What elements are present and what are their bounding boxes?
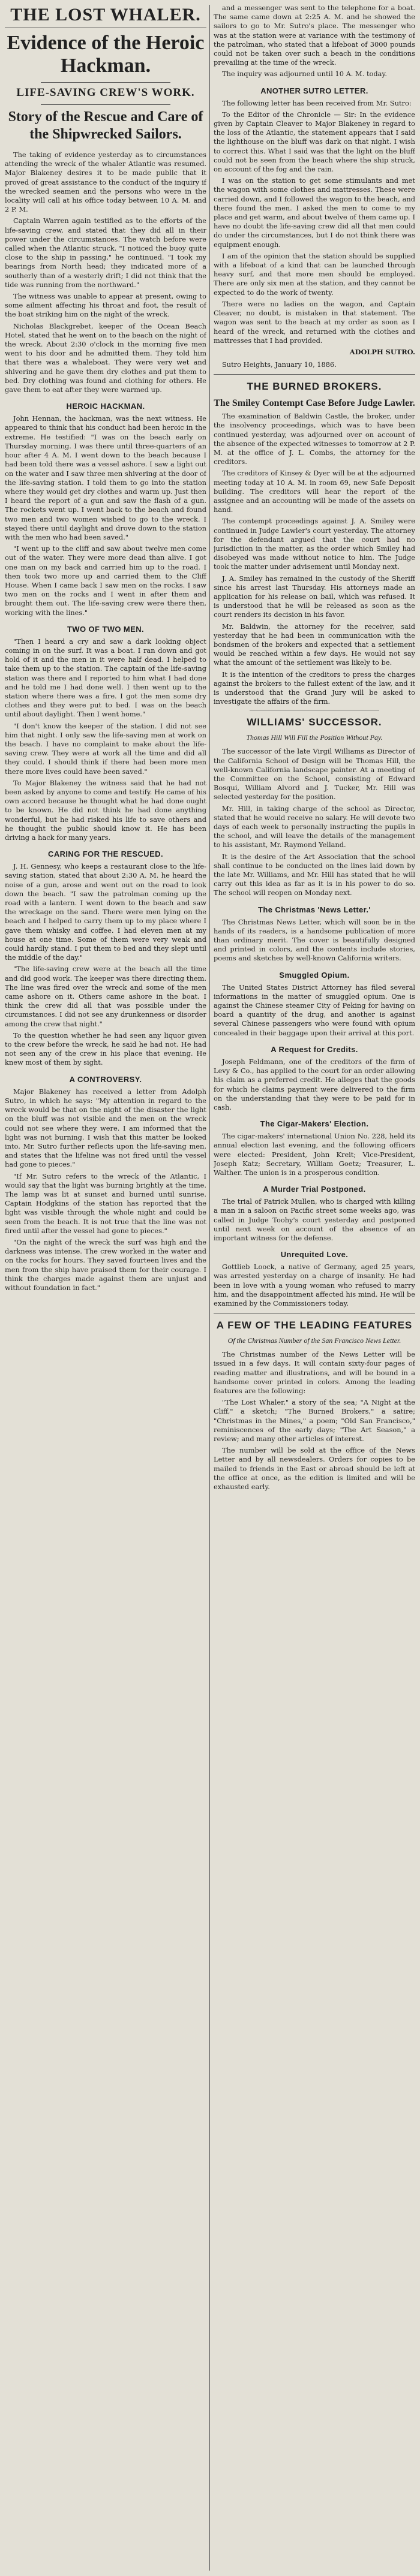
story-head: The Smiley Contempt Case Before Judge Lawler. [214, 398, 415, 409]
paragraph: The number will be sold at the office of the News Letter and by all newsdealers. Orders for copies to be mailed to friends in the East or abroad should be left at the office at once, as the edition is limited and will be exhausted early. [214, 1446, 415, 1491]
section-heading: The Cigar-Makers' Election. [260, 1119, 369, 1129]
paragraph: Nicholas Blackgrebet, keeper of the Ocean Beach Hotel, stated that he went on to the beach on the night of the wreck. About 2:30 o'clock in the morning five men went to his door and he admitted them. They told him that there was a whaleboat. They were very wet and shivering and he gave them dry clothes and put them to bed. Dry clothing was found and clothing for others. He gave them to eat after they were warmed up. [5, 321, 206, 394]
deck: Thomas Hill Will Fill the Position Without Pay. [246, 733, 383, 742]
signature: ADOLPH SUTRO. [349, 347, 415, 356]
paragraph: The creditors of Kinsey & Dyer will be at the adjourned meeting today at 10 A. M. in room 69, new Safe Deposit building. The creditors will hear the report of the assignee and an accounting will be made of the assets on hand. [214, 469, 415, 514]
section-heading: HEROIC HACKMAN. [66, 402, 145, 411]
dateline: Sutro Heights, January 10, 1886. [222, 360, 337, 369]
right-column [214, 4, 415, 2572]
paragraph: To the question whether he had seen any liquor given to the crew before the wreck, he said he had not. He had not seen any of the crew in his place that evening. He knew most of them by sight. [5, 1031, 206, 1067]
paragraph: To Major Blakeney the witness said that he had not been asked by anyone to come and testify. He came of his own accord because he thought what he had done ought to be known. He did not think he had done anything wonderful, but he had risked his life to save others and he thought the public should know it. He has been driving a hack for many years. [5, 778, 206, 842]
paragraph: The United States District Attorney has filed several informations in the matter of smuggled opium. One is against the Chinese steamer City of Peking for having on board a quantity of the drug, and another is against several Chinese passengers who were found with opium concealed in their baggage upon their arrival at this port. [214, 983, 415, 1037]
paragraph: Joseph Feldmann, one of the creditors of the firm of Levy & Co., has applied to the court for an order allowing his claim as a preferred credit. He alleges that the goods for which he claims payment were delivered to the firm on the understanding that they were to be paid for in cash. [214, 1057, 415, 1111]
paragraph: and a messenger was sent to the telephone for a boat. The same came down at 2:25 A. M. and he showed the sailors to go to Mr. Sutro's place. The messenger who was at the station were at variance with the testimony of the patrolman, who stated that a lifeboat of 3000 pounds could not be taken over such a beach in the conditions prevailing at the time of the wreck. [214, 4, 415, 67]
paragraph: "I went up to the cliff and saw about twelve men come out of the water. They were more dead than alive. I got one man on my back and carried him up to the road. I then took two more up and carried them to the Cliff House. When I came back I saw men on the rocks. I saw two men on the rocks and I went in after them and brought them out. The life-saving crew were there then, working with the lines." [5, 544, 206, 617]
paragraph: "The Lost Whaler," a story of the sea; "A Night at the Cliff," a sketch; "The Burned Brokers," a satire; "Christmas in the Mines," a poem; "Old San Francisco," reminiscences of the early days; "The Art Season," a review; and many other articles of interest. [214, 1398, 415, 1443]
paragraph: It is the intention of the creditors to press the charges against the brokers to the fullest extent of the law, and it is understood that the Grand Jury will be asked to investigate the affairs of the firm. [214, 670, 415, 706]
section-heading: THE BURNED BROKERS. [247, 381, 382, 393]
paragraph: Mr. Hill, in taking charge of the school as Director, stated that he would receive no salary. He will devote two days of each week to personally instructing the pupils in the school, and will leave the details of the management to his assistant, Mr. Raymond Yelland. [214, 804, 415, 849]
paragraph: Captain Warren again testified as to the efforts of the life-saving crew, and stated that they did all in their power under the circumstances. The watch before were called when the Atlantic struck. "I noticed the buoy quite close to the ship in passing," he continued. "I took my bearings from North head; they indicated more of a southerly than of a westerly drift; I did not think that the tide was running from the northward." [5, 216, 206, 289]
deck: Of the Christmas Number of the San Francisco News Letter. [227, 1336, 401, 1345]
paragraph: J. A. Smiley has remained in the custody of the Sheriff since his arrest last Thursday. His attorneys made an application for his release on bail, which was refused. It is understood that he will be released as soon as the court renders its decision in his favor. [214, 574, 415, 619]
paragraph: "The life-saving crew were at the beach all the time and did good work. The keeper was there directing them. The line was fired over the wreck and some of the men came ashore on it. Others came ashore in the boat. I think the crew did all that was possible under the circumstances. I did not see any drunkenness or disorder among the crew that night." [5, 965, 206, 1028]
section-heading: Smuggled Opium. [279, 970, 350, 980]
paragraph: "If Mr. Sutro refers to the wreck of the Atlantic, I would say that the light was burning brightly at the time. The lamp was lit at sunset and burned until sunrise. Captain Hodgkins of the station has reported that the light was visible through the whole night and could be seen from the beach. It is not true that the line was not fired until after the vessel had gone to pieces." [5, 1171, 206, 1235]
paragraph: "I don't know the keeper of the station. I did not see him that night. I only saw the life-saving men at work on the beach. I have no complaint to make about the life-saving crew. They were at work all the time and did all they could. I should think if there had been more men there more lives could have been saved." [5, 721, 206, 776]
headline: Evidence of the Heroic Hackman. [7, 32, 205, 77]
paragraph: Mr. Baldwin, the attorney for the receiver, said yesterday that he had been in communication with the bondsmen of the brokers and expected that a settlement would be reached within a few days. He would not say what the amount of the settlement was likely to be. [214, 622, 415, 667]
paragraph: The Christmas number of the News Letter will be issued in a few days. It will contain sixty-four pages of reading matter and illustrations, and will be bound in a handsome cover printed in colors. Among the leading features are the following: [214, 1350, 415, 1395]
section-heading: WILLIAMS' SUCCESSOR. [247, 716, 382, 728]
section-heading: A Request for Credits. [271, 1044, 358, 1054]
section-heading: A FEW OF THE LEADING FEATURES [216, 1319, 413, 1331]
paragraph: I am of the opinion that the station should be supplied with a lifeboat of a kind that can be launched through heavy surf, and that more men should be employed. There are only six men at the station, and they cannot be expected to do the work of twenty. [214, 251, 415, 297]
story-title: Story of the Rescue and Care of the Shipwrecked Sailors. [8, 109, 203, 142]
section-heading: Unrequited Love. [280, 1250, 349, 1260]
paragraph: There were no ladies on the wagon, and Captain Cleaver, no doubt, is mistaken in that statement. The wagon was sent to the beach at my order as soon as I heard of the wreck, and returned with the clothes and mattresses that I had provided. [214, 299, 415, 345]
paragraph: "On the night of the wreck the surf was high and the darkness was intense. The crew worked in the water and on the rocks for hours. They saved fourteen lives and the men from the ship have praised them for their courage. I think the charges made against them are unjust and without foundation in fact." [5, 1237, 206, 1292]
paragraph: The Christmas News Letter, which will soon be in the hands of its readers, is a handsome publication of more than ordinary merit. The cover is beautifully designed and printed in colors, and the contents include stories, poems and sketches by well-known California writers. [214, 917, 415, 963]
masthead: THE LOST WHALER. [5, 5, 206, 28]
divider [214, 374, 415, 375]
paragraph: The trial of Patrick Mullen, who is charged with killing a man in a saloon on Pacific street some weeks ago, was called in Judge Toohy's court yesterday and postponed until next week on account of the absence of an important witness for the defense. [214, 1197, 415, 1242]
paragraph: J. H. Gennesy, who keeps a restaurant close to the life-saving station, stated that about 2:30 A. M. he heard the noise of a gun, arose and went out on the road to look down the beach. "I saw the patrolman coming up the road with a lantern. I went down to the beach and saw the wreckage on the sand. There were men lying on the beach and I helped to carry them up to my place where I gave them whisky and coffee. I had eleven men at my house at one time. Some of them were very weak and could hardly stand. I put them to bed and they slept until the middle of the day." [5, 862, 206, 962]
paragraph: The contempt proceedings against J. A. Smiley were continued in Judge Lawler's court yesterday. The attorney for the defendant argued that the court had no jurisdiction in the matter, as the order which Smiley had disobeyed was made without notice to him. The Judge took the matter under advisement until Monday next. [214, 517, 415, 571]
paragraph: The successor of the late Virgil Williams as Director of the California School of Design will be Thomas Hill, the well-known California landscape painter. At a meeting of the Committee on the School, consisting of Edward Bosqui, William Alvord and J. Tucker, Mr. Hill was selected yesterday for the position. [214, 747, 415, 802]
paragraph: To the Editor of the Chronicle — Sir: In the evidence given by Captain Cleaver to Major Blakeney in regard to the loss of the Atlantic, the statement appears that I said the lighthouse on the bluff was dark on that night. I wish to correct this. What I said was that the light on the bluff could not be seen from the beach where the ship struck, on account of the fog and the rain. [214, 110, 415, 174]
paragraph: The taking of evidence yesterday as to circumstances attending the wreck of the whaler Atlantic was resumed. Major Blakeney desires it to be made public that it proved of great assistance to the conduct of the inquiry if the wrecked seamen and the persons who were in the locality will call at his office today between 10 A. M. and 2 P. M. [5, 150, 206, 214]
paragraph: I was on the station to get some stimulants and met the wagon with some clothes and mattresses. These were carried down, and I followed the wagon to the beach, and there found the men. I asked the men to come to my place and get warm, and about twelve of them came up. I have no doubt the life-saving crew did all that men could do under the circumstances, but I do not think there was equipment enough. [214, 176, 415, 249]
section-heading: The Christmas 'News Letter.' [258, 905, 371, 914]
paragraph: John Hennan, the hackman, was the next witness. He appeared to think that his conduct had been heroic in the extreme. He testified: "I was on the beach early on Thursday morning. I was there until three-quarters of an hour after 4 A. M. I went down to the beach because I had been told there was a vessel ashore. I saw a light out on the water and I saw three men shivering at the door of the life-saving station. I told them to go into the station where they would get dry clothes and warm up. Just then I heard the report of a gun and saw the flash of a gun. The rockets went up. I went back to the beach and found two men and two women wished to go to the wreck. I stayed there until daylight and drove down to the station with the men who had been saved." [5, 414, 206, 541]
paragraph: The inquiry was adjourned until 10 A. M. today. [222, 70, 387, 79]
paragraph: The examination of Baldwin Castle, the broker, under the insolvency proceedings, which was to have been continued yesterday, was adjourned over on account of the absence of the expected witnesses to tomorrow at 2 P. M. at the office of J. L. Combs, the attorney for the creditors. [214, 412, 415, 466]
divider [41, 82, 170, 83]
subhead: LIFE-SAVING CREW'S WORK. [16, 86, 195, 99]
section-heading: ANOTHER SUTRO LETTER. [260, 86, 368, 95]
column-divider [209, 5, 210, 2571]
paragraph: Major Blakeney has received a letter from Adolph Sutro, in which he says: "My attention in regard to the wreck would be that on the night of the disaster the light on the bluff was not visible and the men on the wreck could not see where they were. I am informed that the light was not burning. I wish that this matter be looked into. Mr. Sutro further reflects upon the life-saving men, and states that the lifeline was not fired until the vessel had gone to pieces." [5, 1087, 206, 1169]
paragraph: "Then I heard a cry and saw a dark looking object coming in on the surf. It was a boat. I ran down and got hold of it and the men in it were half dead. I helped to take them up to the station. The captain of the life-saving station was there and I reported to him what I had done and he told me I had done well. I then went up to the station where there was a fire. I got the men some dry clothes and they were put to bed. I was on the beach until about daylight. Then I went home." [5, 637, 206, 719]
section-heading: CARING FOR THE RESCUED. [48, 849, 163, 859]
paragraph: Gottlieb Loock, a native of Germany, aged 25 years, was arrested yesterday on a charge of insanity. He had been in love with a young woman who refused to marry him, and the disappointment affected his mind. He will be examined by the Commissioners today. [214, 1263, 415, 1307]
paragraph: The cigar-makers' international Union No. 228, held its annual election last evening, and the following officers were elected: President, John Kreit; Vice-President, Joseph Katz; Secretary, William Goetz; Treasurer, L. Walther. The union is in a prosperous condition. [214, 1132, 415, 1177]
section-heading: A Murder Trial Postponed. [263, 1185, 366, 1194]
divider [41, 104, 170, 105]
section-heading: TWO OF TWO MEN. [67, 624, 145, 634]
section-heading: A CONTROVERSY. [69, 1074, 142, 1084]
left-column [5, 4, 206, 2572]
paragraph: It is the desire of the Art Association that the school shall continue to be conducted on the lines laid down by the late Mr. Williams, and Mr. Hill has stated that he will carry out this idea as far as it is in his power to do so. The school will reopen on Monday next. [214, 852, 415, 897]
paragraph: The following letter has been received from Mr. Sutro: [222, 98, 412, 107]
paragraph: The witness was unable to appear at present, owing to some ailment affecting his throat and foot, the result of the boat striking him on the night of the wreck. [5, 292, 206, 319]
